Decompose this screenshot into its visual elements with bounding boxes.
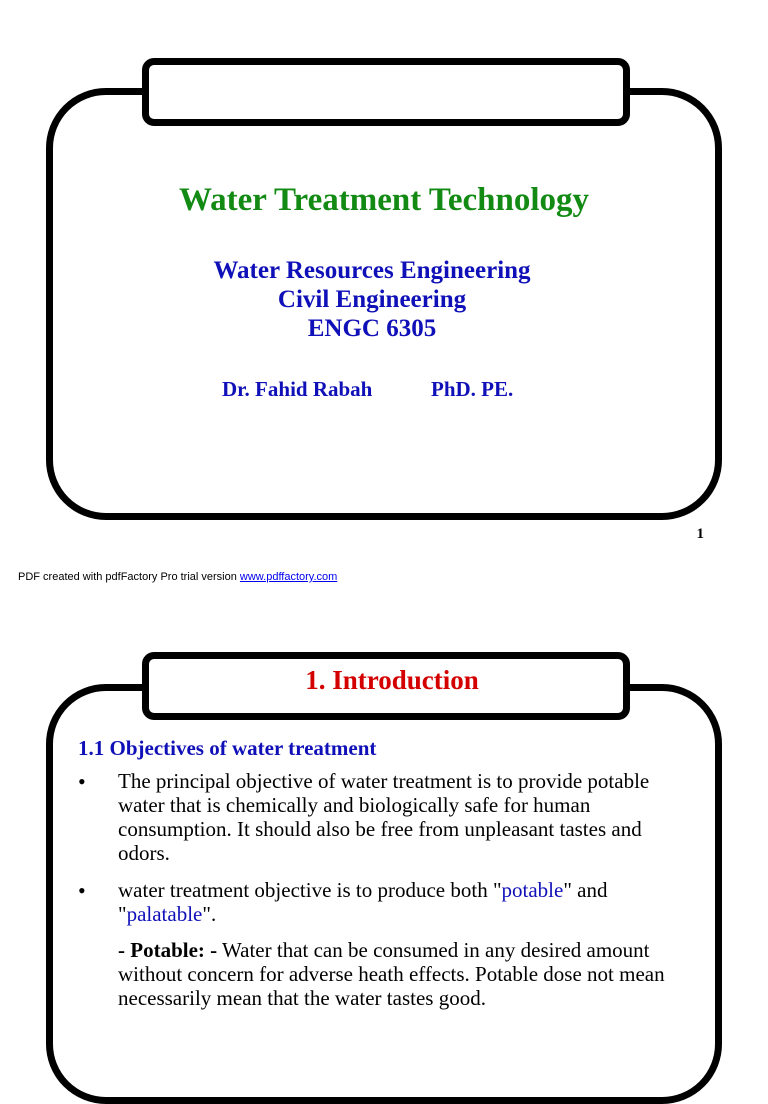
- author-name: Dr. Fahid Rabah: [222, 377, 373, 401]
- bullet-marker: •: [78, 769, 86, 794]
- section-heading: 1.1 Objectives of water treatment: [78, 736, 377, 760]
- course-subtitle: [46, 256, 698, 343]
- author-credentials: PhD. PE.: [431, 377, 514, 401]
- bullet-text-2: [118, 878, 698, 926]
- potable-definition: [118, 938, 678, 1010]
- bullet-item-1: [78, 769, 718, 869]
- potable-label: - Potable: -: [118, 938, 218, 962]
- subtitle-line-course-code: ENGC 6305: [307, 315, 437, 342]
- slide-1-title: Water Treatment Technology: [178, 182, 590, 218]
- bullet-2-mid: " and ": [118, 878, 608, 926]
- slide-1-title-tab: [142, 58, 630, 126]
- page-number: 1: [696, 526, 704, 542]
- term-potable: potable: [501, 878, 564, 902]
- subtitle-line-department: Water Resources Engineering: [213, 257, 531, 284]
- bullet-2-suffix: ".: [202, 902, 217, 926]
- term-palatable: palatable: [126, 902, 203, 926]
- pdf-footer: [18, 570, 337, 584]
- footer-link[interactable]: www.pdffactory.com: [239, 571, 338, 583]
- subtitle-line-faculty: Civil Engineering: [277, 286, 467, 313]
- footer-text: PDF created with pdfFactory Pro trial version: [18, 571, 240, 583]
- bullet-item-2: [78, 878, 718, 930]
- potable-definition-text: Water that can be consumed in any desired amount without concern for adverse heath effects. Potable dose not mean necessarily mean that the water tastes good.: [118, 938, 665, 1010]
- bullet-marker: •: [78, 878, 86, 903]
- slide-2-title: 1. Introduction: [305, 665, 479, 695]
- bullet-2-prefix: water treatment objective is to produce both ": [118, 878, 502, 902]
- bullet-text-1: The principal objective of water treatment is to provide potable water that is chemically and biologically safe for human consumption. It should also be free from unpleasant tastes and odors.: [118, 769, 650, 865]
